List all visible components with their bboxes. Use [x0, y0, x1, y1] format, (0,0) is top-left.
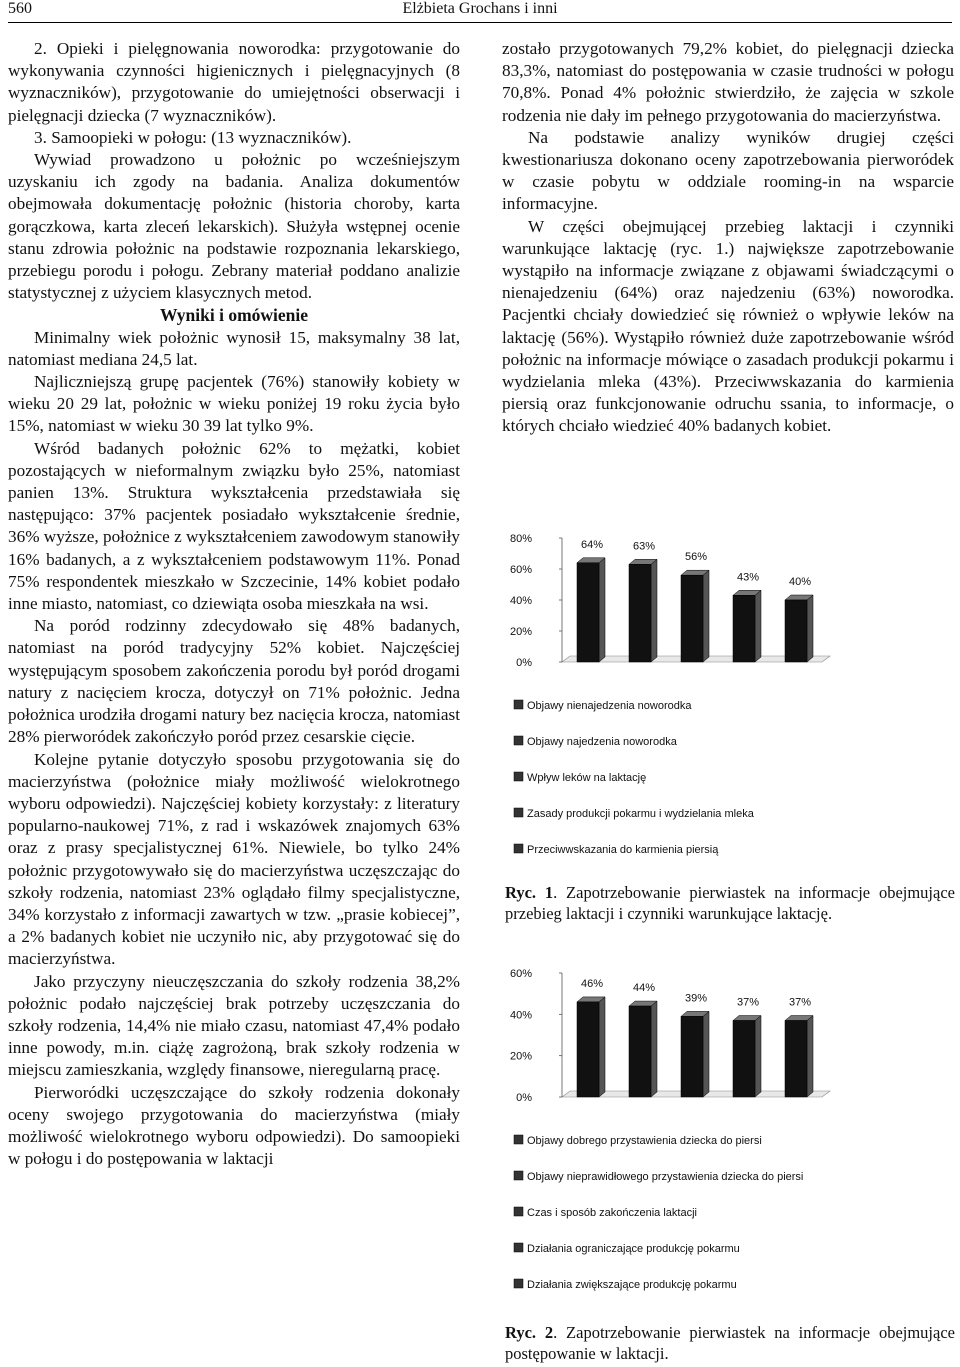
y-tick-label: 0%	[516, 1092, 532, 1104]
bar-value-label: 37%	[736, 996, 760, 1009]
y-tick-label: 20%	[509, 626, 532, 638]
bar-value-label: 46%	[580, 977, 604, 990]
chart-1-svg	[502, 520, 957, 880]
paragraph: Minimalny wiek położnic wynosił 15, maksymalny 38 lat, natomiast mediana 24,5 lat.	[8, 327, 460, 369]
y-tick-label: 80%	[509, 533, 532, 545]
legend-label: Zasady produkcji pokarmu i wydzielania mleka	[527, 808, 754, 820]
caption-text: . Zapotrzebowanie pierwiastek na informacje obejmujące postępowanie w laktacji.	[505, 1323, 955, 1363]
legend-swatch	[514, 1207, 523, 1216]
legend-swatch	[514, 700, 523, 709]
paragraph: Pierworódki uczęszczające do szkoły rodzenia dokonały oceny swojego przygotowania do macierzyństwa (miały możliwość wielokrotnego wyboru odpowiedzi). Do samoopieki w połogu i do postępowania w laktacji	[8, 1082, 460, 1169]
chart-2-svg	[502, 955, 957, 1315]
paragraph: Najliczniejszą grupę pacjentek (76%) stanowiły kobiety w wieku 20 29 lat, położnic w wieku poniżej 19 roku życia było 15%, natomiast w wieku 30 39 lat tylko 9%.	[8, 372, 460, 436]
bar-side	[599, 997, 605, 1097]
figure-label: Ryc. 1	[505, 883, 554, 902]
bar-side	[599, 558, 605, 662]
running-head-authors: Elżbieta Grochans i inni	[402, 0, 558, 17]
paragraph: 2. Opieki i pielęgnowania noworodka: przygotowanie do wykonywania czynności higienicznych i pielęgnacyjnych (8 wyznaczników), przygotowanie do umiejętności obserwacji i pielęgnacji dziecka (7 wyznaczników).	[8, 39, 460, 125]
paragraph: W części obejmującej przebieg laktacji i czynniki warunkujące laktację (ryc. 1.) największe zapotrzebowanie wystąpiło na informacje związane z objawami świadczącymi o nienajedzeniu (64%) oraz najedzeniu (63%) noworodka. Pacjentki chciały dowiedzieć się również o wpływie leków na laktację (56%). Wystąpiło również duże zapotrzebowanie wśród położnic na informacje mówiące o zasadach produkcji pokarmu i wydzielania mleka (43%). Przeciwwskazania do karmienia piersią oraz funkcjonowanie odruchu ssania, to informacje, o których chciało wiedzieć 40% badanych kobiet.	[502, 216, 954, 436]
legend-swatch	[514, 772, 523, 781]
bar-value-label: 37%	[788, 996, 812, 1009]
legend-swatch	[514, 808, 523, 817]
paragraph: 3. Samoopieki w połogu: (13 wyznaczników).	[34, 127, 352, 147]
bar-side	[703, 1011, 709, 1097]
section-heading: Wyniki i omówienie	[159, 305, 309, 326]
page-header	[8, 0, 952, 23]
paragraph: Jako przyczyny nieuczęszczania do szkoły rodzenia 38,2% położnic podało najczęściej brak potrzeby uczęszczania do szkoły rodzenia, 14,4% nie miało czasu, natomiast 47,4% podało inne powody, m.in. ciążę zagrożoną, brak szkoły rodzenia w miejscu zamieszkania, względy finansowe, nieregularną pracę.	[8, 971, 460, 1080]
bar-side	[755, 1016, 761, 1097]
bar-value-label: 56%	[684, 551, 708, 564]
bar	[577, 563, 599, 662]
bar	[577, 1002, 599, 1097]
y-tick-label: 60%	[509, 968, 532, 980]
bar-side	[651, 559, 657, 662]
figure-label: Ryc. 2	[505, 1323, 554, 1342]
left-column	[8, 38, 460, 1170]
bar-value-label: 40%	[788, 576, 812, 588]
legend-label: Objawy dobrego przystawienia dziecka do piersi	[527, 1135, 762, 1147]
bar	[733, 595, 755, 662]
legend-label: Wpływ leków na laktację	[527, 772, 647, 784]
paragraph: zostało przygotowanych 79,2% kobiet, do pielęgnacji dziecka 83,3%, natomiast do postępowania w czasie trudności w połogu 70,8%. Ponad 4% położnic stwierdziło, że zajęcia w szkole rodzenia nie dały im pełnego przygotowania do macierzyństwa.	[502, 39, 954, 125]
legend-swatch	[514, 1279, 523, 1288]
figure-2-chart	[502, 955, 957, 1315]
legend-swatch	[514, 844, 523, 853]
paragraph: Na podstawie analizy wyników drugiej części kwestionariusza dokonano oceny zapotrzebowania pierworódek w czasie pobytu w oddziale rooming-in na wsparcie informacyjne.	[502, 127, 954, 214]
figure-1-caption	[505, 882, 955, 924]
figure-1-chart	[502, 520, 957, 880]
y-tick-label: 0%	[516, 657, 532, 669]
bar	[681, 575, 703, 662]
legend-label: Objawy najedzenia noworodka	[527, 736, 677, 748]
bar-value-label: 64%	[580, 538, 604, 551]
bar-value-label: 44%	[632, 982, 656, 995]
bar	[629, 1006, 651, 1097]
paragraph: Na poród rodzinny zdecydowało się 48% badanych, natomiast na poród tradycyjny 52% kobiet. Najczęściej występującym sposobem zakończenia porodu był poród drogami natury z nacięciem krocza, dotyczył on 71% położnic. Jedna położnica urodziła drogami natury bez nacięcia krocza, natomiast 28% pierworódek zakończyło poród przez cesarskie cięcie.	[8, 616, 460, 747]
bar	[785, 1021, 807, 1097]
bar	[629, 564, 651, 662]
legend-label: Przeciwwskazania do karmienia piersią	[527, 844, 719, 856]
legend-swatch	[514, 1135, 523, 1144]
right-column	[502, 38, 954, 438]
bar	[785, 600, 807, 662]
bar-side	[755, 590, 761, 662]
y-tick-label: 20%	[509, 1050, 532, 1063]
bar-value-label: 43%	[736, 571, 760, 584]
bar-side	[703, 570, 709, 662]
legend-label: Działania zwiększające produkcję pokarmu	[527, 1279, 737, 1291]
legend-swatch	[514, 1243, 523, 1252]
legend-label: Działania ograniczające produkcję pokarmu	[527, 1243, 740, 1255]
bar-value-label: 39%	[684, 992, 708, 1005]
caption-text: . Zapotrzebowanie pierwiastek na informacje obejmujące przebieg laktacji i czynniki warunkujące laktację.	[505, 883, 955, 923]
legend-label: Czas i sposób zakończenia laktacji	[527, 1207, 697, 1219]
legend-swatch	[514, 736, 523, 745]
bar	[681, 1016, 703, 1097]
legend-swatch	[514, 1171, 523, 1180]
bar-side	[807, 595, 813, 662]
legend-label: Objawy nienajedzenia noworodka	[527, 700, 692, 712]
y-tick-label: 60%	[509, 564, 532, 576]
bar-side	[807, 1016, 813, 1097]
bar-value-label: 63%	[632, 540, 656, 553]
paragraph: Wywiad prowadzono u położnic po wcześniejszym uzyskaniu ich zgody na badania. Analiza dokumentów obejmowała dokumentację położnic (historia choroby, karta gorączkowa, karta zleceń lekarskich). Służyła wstępnej ocenie stanu zdrowia położnic na podstawie rozpoznania lekarskiego, przebiegu porodu i połogu. Zebrany materiał poddano analizie statystycznej z użyciem klasycznych metod.	[8, 150, 460, 303]
bar-side	[651, 1001, 657, 1097]
page-number: 560	[8, 0, 32, 17]
paragraph: Wśród badanych położnic 62% to mężatki, kobiet pozostających w nieformalnym związku było 25%, natomiast panien 13%. Struktura wykształcenia przedstawiała się następująco: 37% pacjentek posiadało wykształcenie średnie, 36% wyższe, położnice z wykształceniem zawodowym stanowiły 16% badanych, a z wykształceniem podstawowym 11%. Ponad 75% respondentek mieszkało w Szczecinie, 14% kobiet podało inne miasto, natomiast, co dziewiąta osoba mieszkała na wsi.	[8, 438, 460, 614]
paragraph: Kolejne pytanie dotyczyło sposobu przygotowania się do macierzyństwa (położnice miały możliwość wielokrotnego wyboru odpowiedzi). Najczęściej kobiety korzystały: z literatury popularno-naukowej 71%, z rad i wskazówek znajomych 63% oraz z prasy specjalistycznej 61%. Niewiele, bo tylko 24% położnic przygotowywało się do macierzyństwa uczęszczając do szkoły rodzenia, natomiast 23% oglądało filmy specjalistyczne, 34% korzystało z informacji zawartych w tzw. „prasie kobiecej”, a 2% badanych kobiet nie uczyniło nic, aby przygotować się do macierzyństwa.	[8, 749, 460, 969]
figure-2-caption	[505, 1322, 955, 1364]
legend-label: Objawy nieprawidłowego przystawienia dziecka do piersi	[527, 1171, 804, 1183]
y-tick-label: 40%	[509, 595, 532, 607]
y-tick-label: 40%	[509, 1009, 532, 1022]
bar	[733, 1021, 755, 1097]
